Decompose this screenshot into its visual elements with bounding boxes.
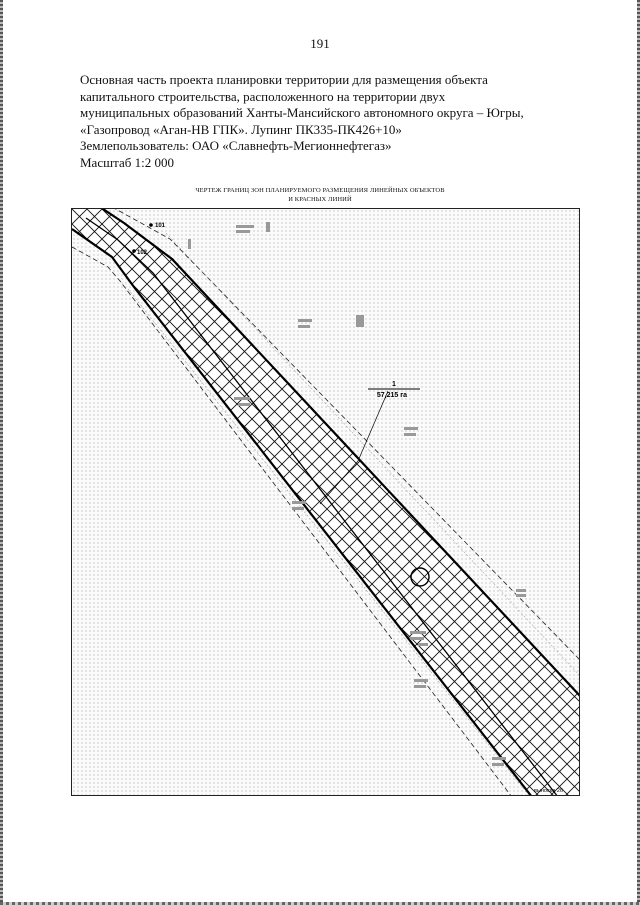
point-label-101: 101 [155,223,166,229]
drawing-title [0,187,640,204]
document-header [80,72,550,171]
map-drawing [72,209,580,796]
header-line-2: капитального строительства, расположенного на территории двух [80,88,446,104]
header-line-4: «Газопровод «Аган-НВ ГПК». Лупинг ПК335-ПК426+10» [80,121,402,137]
header-line-1: Основная часть проекта планировки территории для размещения объекта [80,72,488,87]
point-label-102: 102 [137,250,148,256]
header-line-5: Землепользователь: ОАО «Славнефть-Мегионнефтегаз» [80,138,392,153]
existing-line-2 [128,289,530,796]
sheet-label: выноска 26 [534,788,563,794]
zone-area: 57,215 га [376,392,408,399]
scan-edge-left [0,0,3,905]
page-number: 191 [310,36,330,51]
turning-point-101 [149,223,165,229]
header-line-6: Масштаб 1:2 000 [80,154,174,170]
drawing-title-line-1: ЧЕРТЕЖ ГРАНИЦ ЗОН ПЛАНИРУЕМОГО РАЗМЕЩЕНИЯ ЛИНЕЙНЫХ ОБЪЕКТОВ [195,187,445,194]
zone-boundary-outer-left [72,247,512,796]
existing-line-1 [166,233,580,677]
drawing-title-line-2: И КРАСНЫХ ЛИНИЙ [288,195,352,203]
zone-number: 1 [392,381,396,388]
corridor-boundary-left [72,229,532,796]
planning-map [71,208,580,796]
corridor-hatch [72,209,580,796]
header-line-3: муниципальных образований Ханты-Мансийского автономного округа – Югры, [80,105,524,120]
